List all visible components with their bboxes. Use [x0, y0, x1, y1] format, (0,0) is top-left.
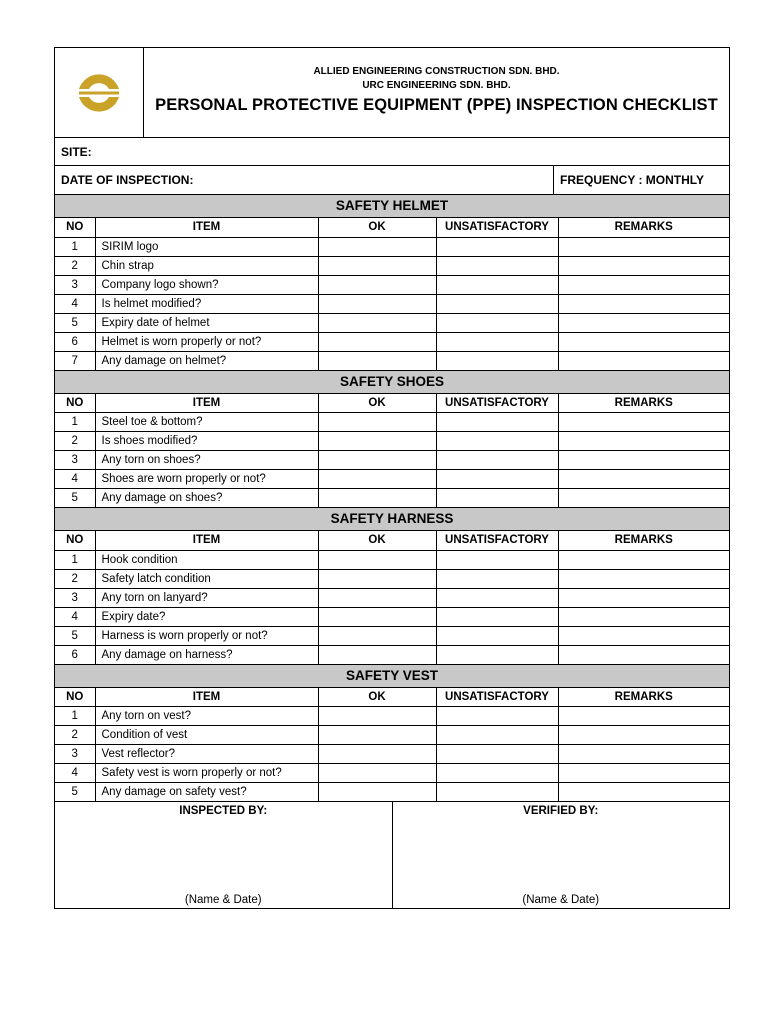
ok-cell[interactable]	[318, 607, 436, 626]
remarks-cell[interactable]	[558, 451, 729, 470]
remarks-cell[interactable]	[558, 432, 729, 451]
ok-cell[interactable]	[318, 550, 436, 569]
verified-name-date-label: (Name & Date)	[522, 894, 600, 906]
unsatisfactory-cell[interactable]	[436, 451, 558, 470]
inspection-table	[55, 688, 729, 803]
no-column-header: NO	[55, 394, 95, 413]
no-column-header: NO	[55, 688, 95, 707]
remarks-cell[interactable]	[558, 237, 729, 256]
remarks-cell[interactable]	[558, 707, 729, 726]
ok-cell[interactable]	[318, 332, 436, 351]
date-of-inspection-label: DATE OF INSPECTION:	[61, 173, 194, 187]
remarks-cell[interactable]	[558, 626, 729, 645]
remarks-cell[interactable]	[558, 783, 729, 802]
unsatisfactory-column-header: UNSATISFACTORY	[436, 688, 558, 707]
table-row	[55, 550, 729, 569]
table-row	[55, 351, 729, 370]
unsatisfactory-cell[interactable]	[436, 432, 558, 451]
item-description: SIRIM logo	[95, 237, 318, 256]
unsatisfactory-cell[interactable]	[436, 470, 558, 489]
item-number: 2	[55, 256, 95, 275]
ok-cell[interactable]	[318, 783, 436, 802]
section-title: SAFETY HELMET	[55, 195, 729, 218]
item-number: 5	[55, 313, 95, 332]
section-title: SAFETY VEST	[55, 665, 729, 688]
remarks-cell[interactable]	[558, 470, 729, 489]
item-number: 3	[55, 451, 95, 470]
table-row	[55, 645, 729, 664]
table-row	[55, 707, 729, 726]
item-number: 7	[55, 351, 95, 370]
remarks-column-header: REMARKS	[558, 531, 729, 550]
table-row	[55, 313, 729, 332]
ok-cell[interactable]	[318, 351, 436, 370]
verified-by-box[interactable]	[392, 802, 730, 908]
unsatisfactory-cell[interactable]	[436, 256, 558, 275]
document-header	[55, 48, 729, 138]
table-row	[55, 489, 729, 508]
unsatisfactory-cell[interactable]	[436, 351, 558, 370]
table-row	[55, 783, 729, 802]
unsatisfactory-cell[interactable]	[436, 569, 558, 588]
unsatisfactory-cell[interactable]	[436, 332, 558, 351]
unsatisfactory-cell[interactable]	[436, 275, 558, 294]
no-column-header: NO	[55, 218, 95, 237]
remarks-cell[interactable]	[558, 332, 729, 351]
ok-cell[interactable]	[318, 294, 436, 313]
unsatisfactory-cell[interactable]	[436, 313, 558, 332]
item-number: 3	[55, 275, 95, 294]
remarks-cell[interactable]	[558, 256, 729, 275]
remarks-cell[interactable]	[558, 413, 729, 432]
item-description: Helmet is worn properly or not?	[95, 332, 318, 351]
item-description: Vest reflector?	[95, 745, 318, 764]
header-title-block	[144, 48, 729, 137]
ok-cell[interactable]	[318, 313, 436, 332]
table-row	[55, 413, 729, 432]
item-number: 4	[55, 294, 95, 313]
item-description: Any torn on vest?	[95, 707, 318, 726]
ok-cell[interactable]	[318, 451, 436, 470]
table-row	[55, 275, 729, 294]
table-row	[55, 451, 729, 470]
inspected-by-label: INSPECTED BY:	[179, 805, 268, 817]
unsatisfactory-cell[interactable]	[436, 294, 558, 313]
unsatisfactory-cell[interactable]	[436, 489, 558, 508]
item-description: Any torn on shoes?	[95, 451, 318, 470]
remarks-cell[interactable]	[558, 351, 729, 370]
ok-cell[interactable]	[318, 275, 436, 294]
ok-cell[interactable]	[318, 432, 436, 451]
remarks-cell[interactable]	[558, 294, 729, 313]
unsatisfactory-column-header: UNSATISFACTORY	[436, 394, 558, 413]
item-number: 5	[55, 489, 95, 508]
unsatisfactory-cell[interactable]	[436, 237, 558, 256]
unsatisfactory-cell[interactable]	[436, 413, 558, 432]
inspection-table	[55, 531, 729, 665]
date-row	[55, 166, 729, 195]
table-row	[55, 626, 729, 645]
item-number: 5	[55, 783, 95, 802]
item-description: Expiry date of helmet	[95, 313, 318, 332]
remarks-cell[interactable]	[558, 745, 729, 764]
inspection-table	[55, 394, 729, 509]
table-row	[55, 726, 729, 745]
item-number: 3	[55, 588, 95, 607]
item-description: Any torn on lanyard?	[95, 588, 318, 607]
item-description: Steel toe & bottom?	[95, 413, 318, 432]
frequency-label: FREQUENCY : MONTHLY	[560, 173, 705, 187]
ok-cell[interactable]	[318, 569, 436, 588]
table-header-row	[55, 218, 729, 237]
item-column-header: ITEM	[95, 218, 318, 237]
table-header-row	[55, 394, 729, 413]
ok-cell[interactable]	[318, 413, 436, 432]
table-row	[55, 432, 729, 451]
table-row	[55, 607, 729, 626]
inspected-name-date-label: (Name & Date)	[184, 894, 262, 906]
item-number: 2	[55, 569, 95, 588]
item-description: Safety vest is worn properly or not?	[95, 764, 318, 783]
section-title: SAFETY SHOES	[55, 371, 729, 394]
ok-cell[interactable]	[318, 626, 436, 645]
table-row	[55, 470, 729, 489]
company-logo-cell	[55, 48, 144, 137]
item-description: Any damage on shoes?	[95, 489, 318, 508]
table-row	[55, 237, 729, 256]
company-name-1: ALLIED ENGINEERING CONSTRUCTION SDN. BHD.	[313, 66, 560, 77]
no-column-header: NO	[55, 531, 95, 550]
site-label: SITE:	[61, 144, 92, 159]
item-number: 1	[55, 707, 95, 726]
item-number: 4	[55, 470, 95, 489]
remarks-column-header: REMARKS	[558, 688, 729, 707]
ok-column-header: OK	[318, 531, 436, 550]
ok-cell[interactable]	[318, 645, 436, 664]
inspection-sections	[55, 195, 729, 802]
table-header-row	[55, 531, 729, 550]
item-description: Hook condition	[95, 550, 318, 569]
item-number: 1	[55, 550, 95, 569]
item-number: 5	[55, 626, 95, 645]
signoff-area	[55, 802, 729, 908]
remarks-cell[interactable]	[558, 313, 729, 332]
verified-by-label: VERIFIED BY:	[523, 805, 599, 817]
ok-cell[interactable]	[318, 256, 436, 275]
date-of-inspection-field[interactable]	[55, 166, 554, 194]
unsatisfactory-cell[interactable]	[436, 783, 558, 802]
ok-cell[interactable]	[318, 489, 436, 508]
ok-column-header: OK	[318, 394, 436, 413]
unsatisfactory-cell[interactable]	[436, 745, 558, 764]
unsatisfactory-cell[interactable]	[436, 588, 558, 607]
ok-cell[interactable]	[318, 588, 436, 607]
item-description: Any damage on safety vest?	[95, 783, 318, 802]
inspection-table	[55, 218, 729, 371]
remarks-cell[interactable]	[558, 607, 729, 626]
remarks-cell[interactable]	[558, 489, 729, 508]
item-description: Chin strap	[95, 256, 318, 275]
unsatisfactory-cell[interactable]	[436, 550, 558, 569]
item-description: Harness is worn properly or not?	[95, 626, 318, 645]
item-description: Is shoes modified?	[95, 432, 318, 451]
ok-column-header: OK	[318, 218, 436, 237]
remarks-cell[interactable]	[558, 588, 729, 607]
item-number: 4	[55, 607, 95, 626]
remarks-cell[interactable]	[558, 550, 729, 569]
item-column-header: ITEM	[95, 688, 318, 707]
ok-cell[interactable]	[318, 764, 436, 783]
item-description: Any damage on harness?	[95, 645, 318, 664]
item-description: Expiry date?	[95, 607, 318, 626]
ok-cell[interactable]	[318, 237, 436, 256]
item-description: Company logo shown?	[95, 275, 318, 294]
item-description: Safety latch condition	[95, 569, 318, 588]
item-number: 6	[55, 332, 95, 351]
unsatisfactory-column-header: UNSATISFACTORY	[436, 531, 558, 550]
table-row	[55, 294, 729, 313]
inspected-by-box[interactable]	[55, 802, 392, 908]
ok-cell[interactable]	[318, 470, 436, 489]
document-title: PERSONAL PROTECTIVE EQUIPMENT (PPE) INSPECTION CHECKLIST	[155, 96, 718, 114]
unsatisfactory-cell[interactable]	[436, 645, 558, 664]
ok-column-header: OK	[318, 688, 436, 707]
remarks-cell[interactable]	[558, 275, 729, 294]
site-row[interactable]	[55, 138, 729, 166]
table-row	[55, 332, 729, 351]
section-title: SAFETY HARNESS	[55, 508, 729, 531]
unsatisfactory-column-header: UNSATISFACTORY	[436, 218, 558, 237]
unsatisfactory-cell[interactable]	[436, 707, 558, 726]
item-description: Shoes are worn properly or not?	[95, 470, 318, 489]
company-logo-icon	[71, 65, 127, 121]
remarks-column-header: REMARKS	[558, 394, 729, 413]
unsatisfactory-cell[interactable]	[436, 626, 558, 645]
remarks-cell[interactable]	[558, 726, 729, 745]
table-header-row	[55, 688, 729, 707]
item-number: 1	[55, 237, 95, 256]
item-number: 4	[55, 764, 95, 783]
item-number: 2	[55, 726, 95, 745]
remarks-cell[interactable]	[558, 645, 729, 664]
table-row	[55, 588, 729, 607]
item-description: Any damage on helmet?	[95, 351, 318, 370]
item-number: 3	[55, 745, 95, 764]
item-description: Condition of vest	[95, 726, 318, 745]
item-number: 6	[55, 645, 95, 664]
table-row	[55, 256, 729, 275]
item-number: 2	[55, 432, 95, 451]
table-row	[55, 569, 729, 588]
remarks-cell[interactable]	[558, 569, 729, 588]
checklist-sheet	[54, 47, 730, 909]
item-number: 1	[55, 413, 95, 432]
company-name-2: URC ENGINEERING SDN. BHD.	[362, 80, 511, 91]
table-row	[55, 764, 729, 783]
table-row	[55, 745, 729, 764]
item-description: Is helmet modified?	[95, 294, 318, 313]
item-column-header: ITEM	[95, 531, 318, 550]
unsatisfactory-cell[interactable]	[436, 764, 558, 783]
unsatisfactory-cell[interactable]	[436, 607, 558, 626]
ok-cell[interactable]	[318, 726, 436, 745]
remarks-column-header: REMARKS	[558, 218, 729, 237]
unsatisfactory-cell[interactable]	[436, 726, 558, 745]
ok-cell[interactable]	[318, 707, 436, 726]
item-column-header: ITEM	[95, 394, 318, 413]
remarks-cell[interactable]	[558, 764, 729, 783]
ok-cell[interactable]	[318, 745, 436, 764]
